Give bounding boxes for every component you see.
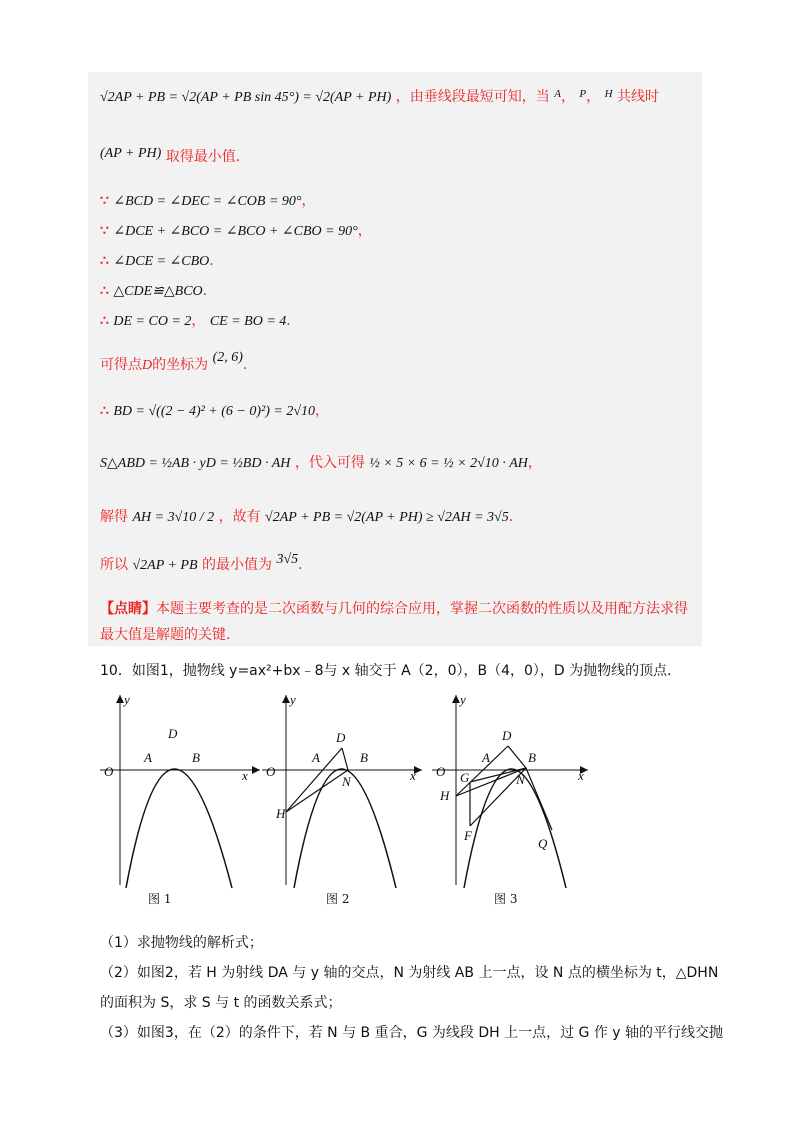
explanation-text: 的坐标为 xyxy=(152,357,209,373)
math-expression: △CDE≌△BCO xyxy=(113,284,203,299)
label-n: N xyxy=(516,772,525,787)
solution-line-4 xyxy=(100,220,372,240)
comma: ， xyxy=(357,223,372,239)
label-f: F xyxy=(464,828,472,843)
solution-line-8 xyxy=(100,350,257,374)
solution-line-6 xyxy=(100,280,217,300)
therefore-symbol: ∴ xyxy=(100,253,109,269)
math-expression: √2AP + PB = √2(AP + PH) ≥ √2AH = 3√5 xyxy=(265,510,509,525)
point-label: P xyxy=(579,88,587,100)
x-axis-arrow-icon xyxy=(252,766,260,774)
point-label: D xyxy=(142,358,153,373)
label-h: H xyxy=(440,788,450,803)
label-o: O xyxy=(104,764,114,779)
comma: ， xyxy=(301,193,316,209)
math-expression: (2, 6) xyxy=(212,350,243,365)
label-o: O xyxy=(266,764,276,779)
label-h: H xyxy=(276,806,286,821)
explanation-text: 解得 xyxy=(100,509,128,525)
math-expression: S△ABD = ½AB · yD = ½BD · AH xyxy=(100,456,291,471)
math-expression: ½ × 5 × 6 = ½ × 2√10 · AH xyxy=(369,456,528,471)
math-expression: ∠DCE + ∠BCO = ∠BCO + ∠CBO = 90° xyxy=(113,224,358,239)
explanation-text: 的最小值为 xyxy=(202,557,272,573)
label-a: A xyxy=(482,750,490,765)
period: ． xyxy=(286,313,301,329)
label-g: G xyxy=(460,770,470,785)
label-x: x xyxy=(410,768,416,783)
explanation-text: ，代入可得 xyxy=(294,455,365,471)
question-part-2-line-1: （2）如图2，若 H 为射线 DA 与 y 轴的交点，N 为射线 AB 上一点，设 N 点的横坐标为 t，△DHN xyxy=(100,965,719,981)
explanation-text: 可得点 xyxy=(100,357,142,373)
label-o: O xyxy=(436,764,446,779)
y-axis-arrow-icon xyxy=(282,695,290,703)
comma: ， xyxy=(586,89,601,105)
therefore-symbol: ∴ xyxy=(100,313,109,329)
comma: ， xyxy=(191,313,206,329)
explanation-text: 取得最小值． xyxy=(165,149,250,165)
key-point-note xyxy=(100,596,700,648)
label-b: B xyxy=(192,750,200,765)
figure-1 xyxy=(100,690,270,890)
label-a: A xyxy=(144,750,152,765)
segment-bq xyxy=(526,768,552,830)
label-d: D xyxy=(168,726,178,741)
question-part-2-line-2: 的面积为 S，求 S 与 t 的函数关系式； xyxy=(100,995,342,1011)
because-symbol: ∵ xyxy=(100,223,109,239)
label-n: N xyxy=(342,774,351,789)
label-q: Q xyxy=(538,836,548,851)
question-part-1: （1）求抛物线的解析式； xyxy=(100,935,263,951)
solution-line-1 xyxy=(100,86,659,106)
math-expression: DE = CO = 2 xyxy=(113,314,192,329)
point-label: H xyxy=(604,88,613,100)
math-expression: √2AP + PB xyxy=(132,558,198,573)
label-y: y xyxy=(460,692,466,707)
math-expression: BD = √((2 − 4)² + (6 − 0)²) = 2√10 xyxy=(113,404,316,419)
therefore-symbol: ∴ xyxy=(100,283,109,299)
solution-line-5 xyxy=(100,250,223,270)
math-expression: CE = BO = 4 xyxy=(209,314,287,329)
label-y: y xyxy=(290,692,296,707)
figure-1-caption: 图 1 xyxy=(148,892,172,906)
question-part-3: （3）如图3，在（2）的条件下，若 N 与 B 重合，G 为线段 DH 上一点，过 G 作 y 轴的平行线交抛 xyxy=(100,1025,724,1041)
y-axis-arrow-icon xyxy=(452,695,460,703)
label-b: B xyxy=(528,750,536,765)
solution-line-7 xyxy=(100,310,300,330)
solution-line-11 xyxy=(100,506,523,526)
label-b: B xyxy=(360,750,368,765)
note-text: 本题主要考查的是二次函数与几何的综合应用，掌握二次函数的性质以及用配方法求得最大值是解题的关键． xyxy=(100,601,688,643)
comma: ， xyxy=(315,403,330,419)
question-stem: 10．如图1，抛物线 y=ax²+bx﹣8与 x 轴交于 A（2，0），B（4，0），D 为抛物线的顶点． xyxy=(100,663,682,679)
label-x: x xyxy=(578,768,584,783)
math-expression: ∠BCD = ∠DEC = ∠COB = 90° xyxy=(113,194,302,209)
comma: ， xyxy=(560,89,575,105)
math-expression: (AP + PH) xyxy=(100,146,162,161)
explanation-text: ，由垂线段最短可知，当 xyxy=(395,89,550,105)
label-x: x xyxy=(242,768,248,783)
therefore-symbol: ∴ xyxy=(100,403,109,419)
label-y: y xyxy=(124,692,130,707)
segment-db xyxy=(508,746,526,768)
parabola xyxy=(126,769,232,888)
explanation-text: ，故有 xyxy=(218,509,261,525)
label-d: D xyxy=(502,728,512,743)
period: ． xyxy=(202,283,217,299)
math-expression: AH = 3√10 / 2 xyxy=(132,510,215,525)
figure-3 xyxy=(432,690,602,890)
figure-2 xyxy=(262,690,432,890)
y-axis-arrow-icon xyxy=(116,695,124,703)
solution-line-2 xyxy=(100,146,250,166)
explanation-text: 共线时 xyxy=(616,89,659,105)
because-symbol: ∵ xyxy=(100,193,109,209)
comma: ， xyxy=(527,455,542,471)
period: ． xyxy=(209,253,224,269)
segment-dn xyxy=(342,748,348,770)
math-expression: ∠DCE = ∠CBO xyxy=(113,254,210,269)
solution-line-12 xyxy=(100,552,312,574)
figure-2-caption: 图 2 xyxy=(326,892,350,906)
label-a: A xyxy=(312,750,320,765)
label-d: D xyxy=(336,730,346,745)
figure-3-caption: 图 3 xyxy=(494,892,518,906)
solution-line-3 xyxy=(100,190,316,210)
period: ． xyxy=(298,557,313,573)
period: ． xyxy=(508,509,523,525)
period: ． xyxy=(242,357,257,373)
explanation-text: 所以 xyxy=(100,557,128,573)
solution-line-9 xyxy=(100,400,329,420)
math-expression: 3√5 xyxy=(276,552,299,567)
note-tag: 【点睛】 xyxy=(100,601,156,617)
solution-line-10 xyxy=(100,452,542,472)
point-label: A xyxy=(554,88,561,100)
math-expression: √2AP + PB = √2(AP + PB sin 45°) = √2(AP + PH) xyxy=(100,90,392,105)
